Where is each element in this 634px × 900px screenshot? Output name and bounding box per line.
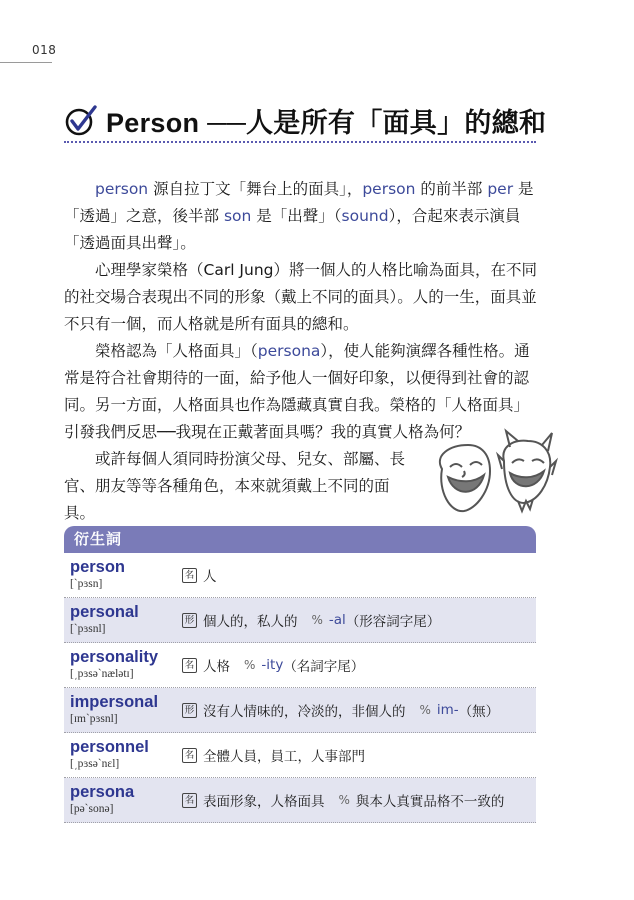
affix: -ity (261, 657, 284, 673)
definition: 人格 (203, 659, 230, 675)
headword: personal (70, 603, 139, 621)
text-segment: 榮格認為「人格面具」（ (95, 342, 258, 360)
affix-note: （名詞字尾） (283, 659, 365, 675)
derivatives-table (64, 526, 536, 823)
text-segment: 或許每個人須同時扮演父母、兒女、部屬、長官、朋友等等各種角色，本來就須戴上不同的面具。 (64, 450, 406, 522)
phonetic: [ˋpɜsn] (70, 578, 103, 590)
section-title (64, 98, 547, 142)
table-row (64, 598, 536, 643)
part-of-speech-tag: 名 (182, 793, 197, 808)
affix: im- (436, 702, 459, 718)
text-segment: 是「出聲」（ (251, 207, 342, 225)
affix-note: （形容詞字尾） (345, 614, 441, 630)
part-of-speech-tag: 名 (182, 658, 197, 673)
link-icon: % (419, 703, 431, 717)
text-segment: 的前半部 (415, 180, 488, 198)
headword: personality (70, 648, 159, 666)
headword: impersonal (70, 693, 159, 711)
en-term: per (487, 180, 514, 198)
phonetic: [pəˋsonə] (70, 803, 114, 815)
link-icon: % (338, 793, 350, 807)
text-segment: 心理學家榮格（Carl Jung）將一個人的人格比喻為面具，在不同的社交場合表現出不同的形象（戴上不同的面具）。人的一生，面具並不只有一個，而人格就是所有面具的總和。 (64, 261, 537, 333)
theater-masks-icon (420, 425, 560, 520)
en-term: son (223, 207, 252, 225)
paragraph-2 (64, 257, 538, 338)
page-number-rule (0, 62, 52, 63)
phonetic: [ɪmˋpɜsnl] (70, 713, 118, 725)
part-of-speech-tag: 形 (182, 613, 197, 628)
affix-note: 與本人真實品格不一致的 (355, 794, 505, 810)
en-term: person (95, 180, 149, 198)
headword: personnel (70, 738, 149, 756)
part-of-speech-tag: 名 (182, 568, 197, 583)
affix-note: （無） (458, 704, 500, 720)
link-icon: % (311, 613, 323, 627)
table-row (64, 688, 536, 733)
derivatives-header: 衍生詞 (64, 526, 536, 553)
en-term: person (362, 180, 416, 198)
text-segment: ），使人能夠演繹各種性格。通常是符合社會期待的一面，給予他人一個好印象，以便得到社會的認同。另一方面，人格面具也作為隱藏真實自我。榮格的「人格面具」引發我們反思──我現在正戴著面具嗎？我的真實人格為何？ (64, 342, 530, 441)
paragraph-1 (64, 176, 538, 257)
definition: 表面形象，人格面具 (203, 794, 325, 810)
en-term: sound (341, 207, 389, 225)
headword: person (70, 558, 126, 576)
text-segment: 是「透過」之意，後半部 (64, 180, 534, 225)
checkmark-circle-icon (64, 103, 98, 137)
definition: 全體人員，員工，人事部門 (203, 749, 365, 765)
table-row (64, 733, 536, 778)
part-of-speech-tag: 形 (182, 703, 197, 718)
text-segment: 源自拉丁文「舞台上的面具」， (148, 180, 363, 198)
page-title: Person ──人是所有「面具」的總和 (106, 107, 547, 138)
table-row (64, 553, 536, 598)
table-row (64, 643, 536, 688)
page-number: 018 (32, 43, 57, 57)
en-term: persona (257, 342, 321, 360)
affix: -al (328, 612, 346, 628)
headword: persona (70, 783, 135, 801)
phonetic: [ˋpɜsnl] (70, 623, 106, 635)
phonetic: [͵pɜsəˋnælətɪ] (70, 668, 134, 680)
phonetic: [͵pɜsəˋnɛl] (70, 758, 120, 770)
table-row (64, 778, 536, 823)
paragraph-4 (64, 446, 414, 527)
part-of-speech-tag: 名 (182, 748, 197, 763)
definition: 人 (203, 569, 217, 585)
text-segment: ），合起來表示演員「透過面具出聲」。 (64, 207, 521, 252)
definition: 個人的，私人的 (203, 614, 298, 630)
definition: 沒有人情味的，冷淡的，非個人的 (203, 704, 406, 720)
title-dotted-rule (64, 141, 536, 143)
link-icon: % (244, 658, 256, 672)
